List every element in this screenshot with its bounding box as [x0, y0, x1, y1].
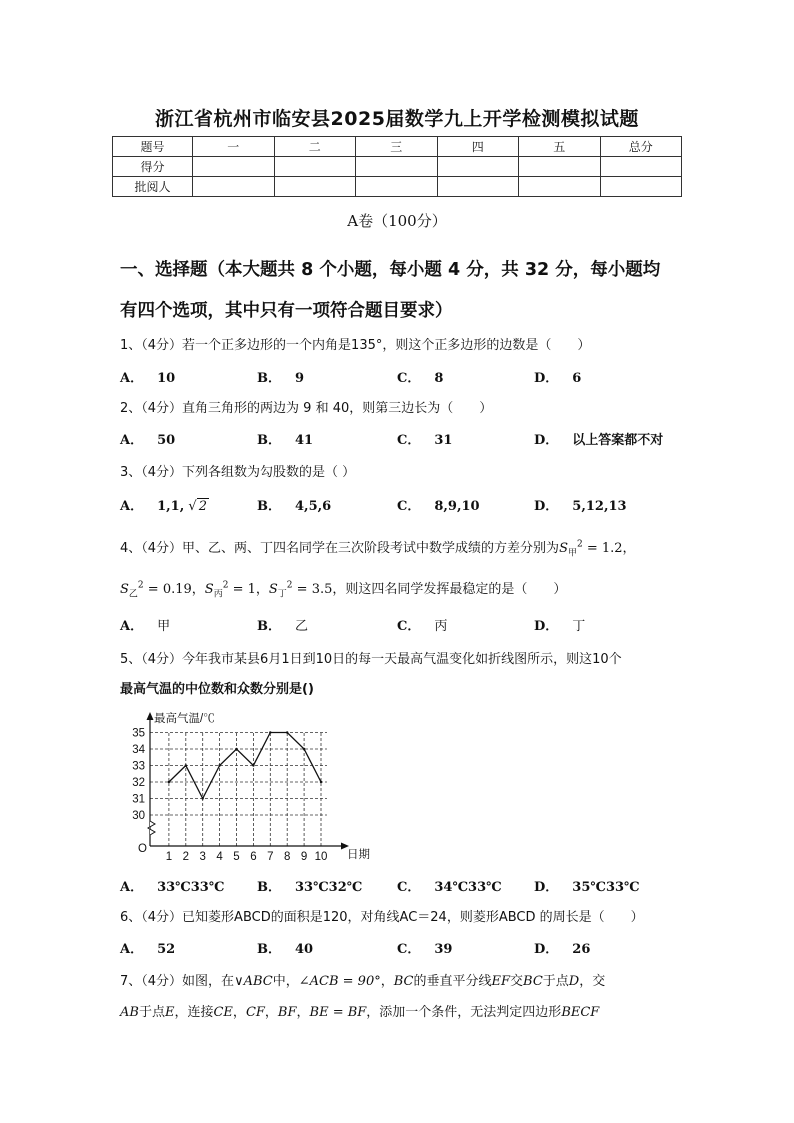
option-b[interactable]: B． 4,5,6 [257, 499, 332, 514]
question-5-line-2: 最高气温的中位数和众数分别是() [120, 682, 314, 697]
temperature-line-chart [124, 712, 374, 862]
score-table-cell [274, 157, 356, 177]
sqrt-symbol: √ 2 [188, 499, 207, 514]
score-table-row-label: 得分 [113, 157, 193, 177]
y-tick-label: 32 [132, 777, 145, 789]
option-a[interactable]: A． 52 [120, 942, 176, 957]
score-table-cell: 三 [356, 137, 438, 157]
score-table [112, 136, 682, 197]
option-b[interactable]: B． 41 [257, 433, 314, 448]
score-table-cell: 二 [274, 137, 356, 157]
option-b[interactable]: B． 40 [257, 942, 314, 957]
x-tick-label: 1 [165, 851, 173, 862]
score-table-cell [193, 157, 275, 177]
question-text: （4分）若一个正多边形的一个内角是135°，则这个正多边形的边数是（ ） [141, 338, 591, 353]
section-heading-line-1: 一、选择题（本大题共 8 个小题，每小题 4 分，共 32 分，每小题均 [120, 260, 661, 280]
x-tick-label: 7 [267, 851, 274, 862]
question-3 [120, 461, 355, 480]
option-d[interactable]: D． 26 [534, 942, 591, 957]
option-c[interactable]: C． 8 [397, 371, 444, 386]
question-number: 5、 [120, 652, 142, 667]
question-text: （4分）下列各组数为勾股数的是（ ） [141, 465, 356, 480]
x-tick-label: 2 [182, 851, 190, 862]
score-table-row-label: 题号 [113, 137, 193, 157]
data-point [303, 748, 305, 750]
option-a[interactable]: A． 33℃33℃ [120, 880, 225, 895]
variance-ding: $S_丁^2 = 3.5$， [268, 580, 346, 600]
options-q2 [120, 429, 680, 447]
option-a[interactable]: A． 50 [120, 433, 176, 448]
option-b[interactable]: B． 33℃32℃ [257, 880, 363, 895]
question-number: 6、 [120, 910, 142, 925]
score-table-cell [437, 157, 519, 177]
question-1 [120, 334, 590, 353]
data-point [252, 764, 254, 766]
x-tick-label: 4 [216, 851, 223, 862]
x-tick-label: 10 [314, 851, 328, 862]
option-d[interactable]: D． 6 [534, 371, 582, 386]
option-d[interactable]: D． 丁 [534, 619, 586, 634]
x-tick-label: 5 [233, 851, 240, 862]
x-axis-label: 日期 [347, 849, 370, 861]
question-text: （4分）直角三角形的两边为 9 和 40，则第三边长为（ ） [141, 401, 493, 416]
variance-jia: $S_甲^2 = 1.2$， [559, 539, 636, 559]
question-text: （4分）今年我市某县6月1日到10日的每一天最高气温变化如折线图所示，则这10个 [141, 652, 622, 667]
x-tick-label: 8 [283, 851, 291, 862]
options-q6 [120, 938, 680, 956]
option-c[interactable]: C． 39 [397, 942, 453, 957]
score-table-header [113, 137, 682, 157]
score-table-cell [600, 157, 682, 177]
option-d[interactable]: D． 35℃33℃ [534, 880, 640, 895]
x-tick-label: 9 [300, 851, 308, 862]
question-7: 7、（4分）如图，在∨ABC中，∠ACB = 90°，BC的垂直平分线EF交BC于点D，交 [120, 974, 606, 989]
options-q3 [120, 495, 680, 513]
x-tick-label: 3 [199, 851, 206, 862]
question-text-tail: 则这四名同学发挥最稳定的是（ ） [345, 582, 567, 597]
option-d[interactable]: D． 5,12,13 [534, 499, 627, 514]
option-a[interactable]: A． 甲 [120, 619, 171, 634]
question-2 [120, 397, 492, 416]
y-tick-label: 33 [132, 760, 145, 773]
chart-svg [124, 712, 374, 862]
data-point [269, 731, 271, 733]
data-point [168, 781, 170, 783]
option-c[interactable]: C． 34℃33℃ [397, 880, 502, 895]
option-a[interactable]: A． 1,1, √ 2 [120, 499, 207, 514]
question-number: 2、 [120, 401, 142, 416]
option-c[interactable]: C． 31 [397, 433, 453, 448]
score-table-cell [356, 157, 438, 177]
options-q5 [120, 876, 680, 894]
score-table-row-label: 批阅人 [113, 177, 193, 197]
question-text: （4分）甲、乙、两、丁四名同学在三次阶段考试中数学成绩的方差分别为 [141, 541, 560, 556]
variance-yi: $S_乙^2 = 0.19$， [120, 580, 205, 600]
section-heading-line-2: 有四个选项，其中只有一项符合题目要求） [120, 301, 453, 321]
origin-label: O [138, 843, 147, 855]
question-7-line-2: AB于点E，连接CE，CF，BF，BE = BF，添加一个条件，无法判定四边形BECF [120, 1005, 600, 1020]
score-table-row [113, 177, 682, 197]
options-q1 [120, 367, 680, 385]
question-4-line-2 [120, 578, 566, 600]
y-tick-label: 34 [132, 744, 145, 756]
data-point [286, 731, 288, 733]
option-b[interactable]: B． 乙 [257, 619, 309, 634]
data-point [218, 764, 220, 766]
y-tick-label: 30 [132, 810, 145, 822]
axis-break [148, 821, 155, 835]
y-axis-arrow [147, 712, 154, 720]
score-table-cell [519, 177, 601, 197]
question-number: 7、 [120, 974, 142, 989]
question-4 [120, 537, 636, 559]
score-table-cell [356, 177, 438, 197]
y-tick-label: 35 [132, 727, 145, 740]
question-5 [120, 648, 622, 667]
score-table-cell [274, 177, 356, 197]
score-table-cell: 一 [193, 137, 275, 157]
score-table-cell [193, 177, 275, 197]
score-table-cell: 总分 [600, 137, 682, 157]
variance-bing: $S_丙^2 = 1$， [204, 580, 269, 600]
data-point [235, 748, 237, 750]
question-number: 1、 [120, 338, 142, 353]
data-point [320, 781, 322, 783]
score-table-cell [600, 177, 682, 197]
volume-title: A卷（100分） [347, 212, 447, 230]
page-title: 浙江省杭州市临安县2025届数学九上开学检测模拟试题 [155, 108, 639, 130]
x-tick-label: 6 [250, 851, 257, 862]
options-q4 [120, 615, 680, 633]
option-d[interactable]: D． 以上答案都不对 [534, 433, 664, 448]
score-table-cell [437, 177, 519, 197]
question-6 [120, 906, 644, 925]
score-table-row [113, 157, 682, 177]
option-c[interactable]: C． 丙 [397, 619, 448, 634]
data-point [185, 764, 187, 766]
score-table-cell [519, 157, 601, 177]
data-point [202, 797, 204, 799]
option-c[interactable]: C． 8,9,10 [397, 499, 480, 514]
question-text: （4分）已知菱形ABCD的面积是120，对角线AC＝24，则菱形ABCD 的周长是（ ） [141, 910, 644, 925]
y-tick-label: 31 [132, 793, 145, 806]
option-b[interactable]: B． 9 [257, 371, 305, 386]
y-axis-label: 最高气温/℃ [154, 713, 215, 725]
score-table-cell: 四 [437, 137, 519, 157]
option-a[interactable]: A． 10 [120, 371, 176, 386]
score-table-cell: 五 [519, 137, 601, 157]
question-number: 4、 [120, 541, 142, 556]
question-number: 3、 [120, 465, 142, 480]
